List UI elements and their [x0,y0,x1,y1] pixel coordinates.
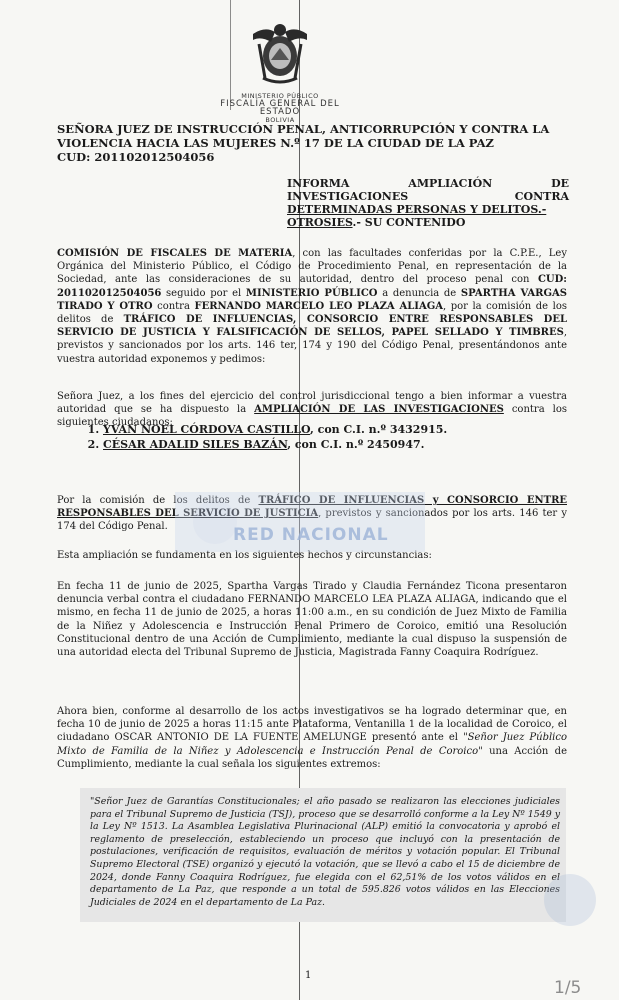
addressee-cud: CUD: 201102012504056 [57,150,215,164]
watermark-text: RED NACIONAL [233,525,389,545]
p2-highlight: AMPLIACIÓN DE LAS INVESTIGACIONES [254,404,504,416]
country: BOLIVIA [265,116,295,124]
addressee-block [57,122,567,164]
coat-of-arms-icon [245,20,315,88]
p1-denunciado: FERNANDO MARCELO LEO PLAZA ALIAGA [194,300,443,312]
reference-line-4 [287,216,569,229]
person-item [103,423,567,438]
p6-court: "Señor Juez Público Mixto de Familia de la Niñez y Adolescencia e Instrucción Penal de Coroico" [57,732,567,757]
paragraph-fundamento: Esta ampliación se fundamenta en los siguientes hechos y circunstancias: [57,550,432,561]
letterhead [210,20,350,124]
institution-small: MINISTERIO PÚBLICO [241,92,319,100]
reference-line-3: DETERMINADAS PERSONAS Y DELITOS.- [287,203,547,216]
p3-text-b: , previstos y sancionados por los arts. 146 ter y 174 del Código Penal. [57,508,567,533]
page-number: 1 [305,970,312,981]
p2-text-a: Señora Juez, a los fines del ejercicio del control jurisdiccional tengo a bien informar a vuestra autoridad que se ha dispuesto la [57,391,567,416]
quoted-excerpt: "Señor Juez de Garantías Constitucionales; el año pasado se realizaron las elecciones judiciales para el Tribunal Supremo de Justicia (TSJ), proceso que se desarrolló conforme a la Ley Nº 1549 y la Ley Nº 1513. La Asamblea Legislativa Plurinacional (ALP) emitió la convocatoria y aprobó el reglamento de preselección, estableciendo un proceso que incluyó con la presentación de postulaciones, verificación de requisitos, evaluación de méritos y votación popular. El Tribunal Supremo Electoral (TSE) organizó y ejecutó la votación, que se llevó a cabo el 15 de diciembre de 2024, donde Fanny Coaquira Rodríguez, fue elegida con el 62,51% de los votos válidos en el departamento de La Paz, que responde a un total de 595.826 votos válidos en las Elecciones Judiciales de 2024 en el departamento de La Paz. [80,788,566,922]
p1-text-c: a denuncia de [377,287,461,299]
persons-list [57,423,567,452]
p2-text-b: contra los siguientes ciudadanos: [57,404,567,429]
paragraph-hechos: En fecha 11 de junio de 2025, Spartha Vargas Tirado y Claudia Fernández Ticona presentaron denuncia verbal contra el ciudadano FERNANDO MARCELO LEA PLAZA ALIAGA, indicando que el mismo, en fecha 11 de junio de 2025, a horas 11:00 a.m., en su condición de Juez Mixto de Familia de la Niñez y Adolescencia e Instrucción Penal Primero de Coroico, emitió una Resolución Constitucional dentro de una Acción de Cumplimiento, mediante la cual dispuso la suspensión de una autoridad electa del Tribunal Supremo de Justicia, Magistrada Fanny Coaquira Rodríguez. [57,581,567,659]
reference-otrosies: OTROSIES [287,216,353,229]
p1-denunciantes: SPARTHA VARGAS TIRADO Y OTRO [57,287,568,312]
p1-text-f: , previstos y sancionados por los arts. 146 ter, 174 y 190 del Código Penal, presentándonos ante vuestra autoridad exponemos y pedimos: [57,327,567,365]
addressee-line-1: SEÑORA JUEZ DE INSTRUCCIÓN PENAL, ANTICORRUPCIÓN Y CONTRA LA [57,122,550,136]
p1-text-e: , por la comisión de los delitos de [57,300,567,326]
p6-text-a: Ahora bien, conforme al desarrollo de los actos investigativos se ha logrado determinar que, en fecha 10 de junio de 2025 a horas 11:15 ante Plataforma, Ventanilla 1 de la localidad de Coroico, el ciudadano OSCAR ANTONIO DE LA FUENTE AMELUNGE presentó ante el [57,706,567,744]
paragraph-intro [57,247,567,366]
reference-suffix: .- SU CONTENIDO [352,216,466,229]
person-item [103,438,567,453]
person-ci: , con C.I. n.º 3432915. [309,423,448,436]
page-counter: 1/5 [554,978,582,998]
p1-text-b: seguido por el [161,287,246,299]
p3-text-a: Por la comisión de los delitos de [57,495,259,506]
reference-block [287,177,569,229]
p1-delitos: TRÁFICO DE INFLUENCIAS, CONSORCIO ENTRE RESPONSABLES DEL SERVICIO DE JUSTICIA Y FALSIFICACIÓN DE SELLOS, PAPEL SELLADO Y TIMBRES [57,314,567,339]
institution-main: FISCALÍA GENERAL DEL ESTADO [220,99,340,117]
reference-line-1: INFORMA AMPLIACIÓN DE [287,177,569,190]
p1-ministerio: MINISTERIO PÚBLICO [245,287,378,299]
person-name: CÉSAR ADALID SILES BAZÁN [103,437,288,451]
p1-lead: COMISIÓN DE FISCALES DE MATERIA [57,248,293,259]
p1-cud: CUD: 201102012504056 [57,274,567,299]
p3-delitos: TRÁFICO DE INFLUENCIAS y CONSORCIO ENTRE RESPONSABLES DEL SERVICIO DE JUSTICIA [57,495,567,520]
p1-text-d: contra [152,300,195,312]
person-name: YVAN NOEL CÓRDOVA CASTILLO [103,423,310,436]
addressee-line-2: VIOLENCIA HACIA LAS MUJERES N.º 17 DE LA CIUDAD DE LA PAZ [57,136,494,150]
p1-text-a: , con las facultades conferidas por la C.P.E., Ley Orgánica del Ministerio Público, el Código de Procedimiento Penal, en representación de la Sociedad, ante las consideraciones de su autoridad, dentro del proceso penal con [57,248,567,286]
paragraph-investigacion [57,705,567,771]
watermark-corner-icon [530,870,610,930]
reference-line-2: INVESTIGACIONES CONTRA [287,190,569,203]
p6-text-b: una Acción de Cumplimiento, mediante la cual señala los siguientes extremos: [57,745,567,770]
person-ci: , con C.I. n.º 2450947. [287,437,425,451]
